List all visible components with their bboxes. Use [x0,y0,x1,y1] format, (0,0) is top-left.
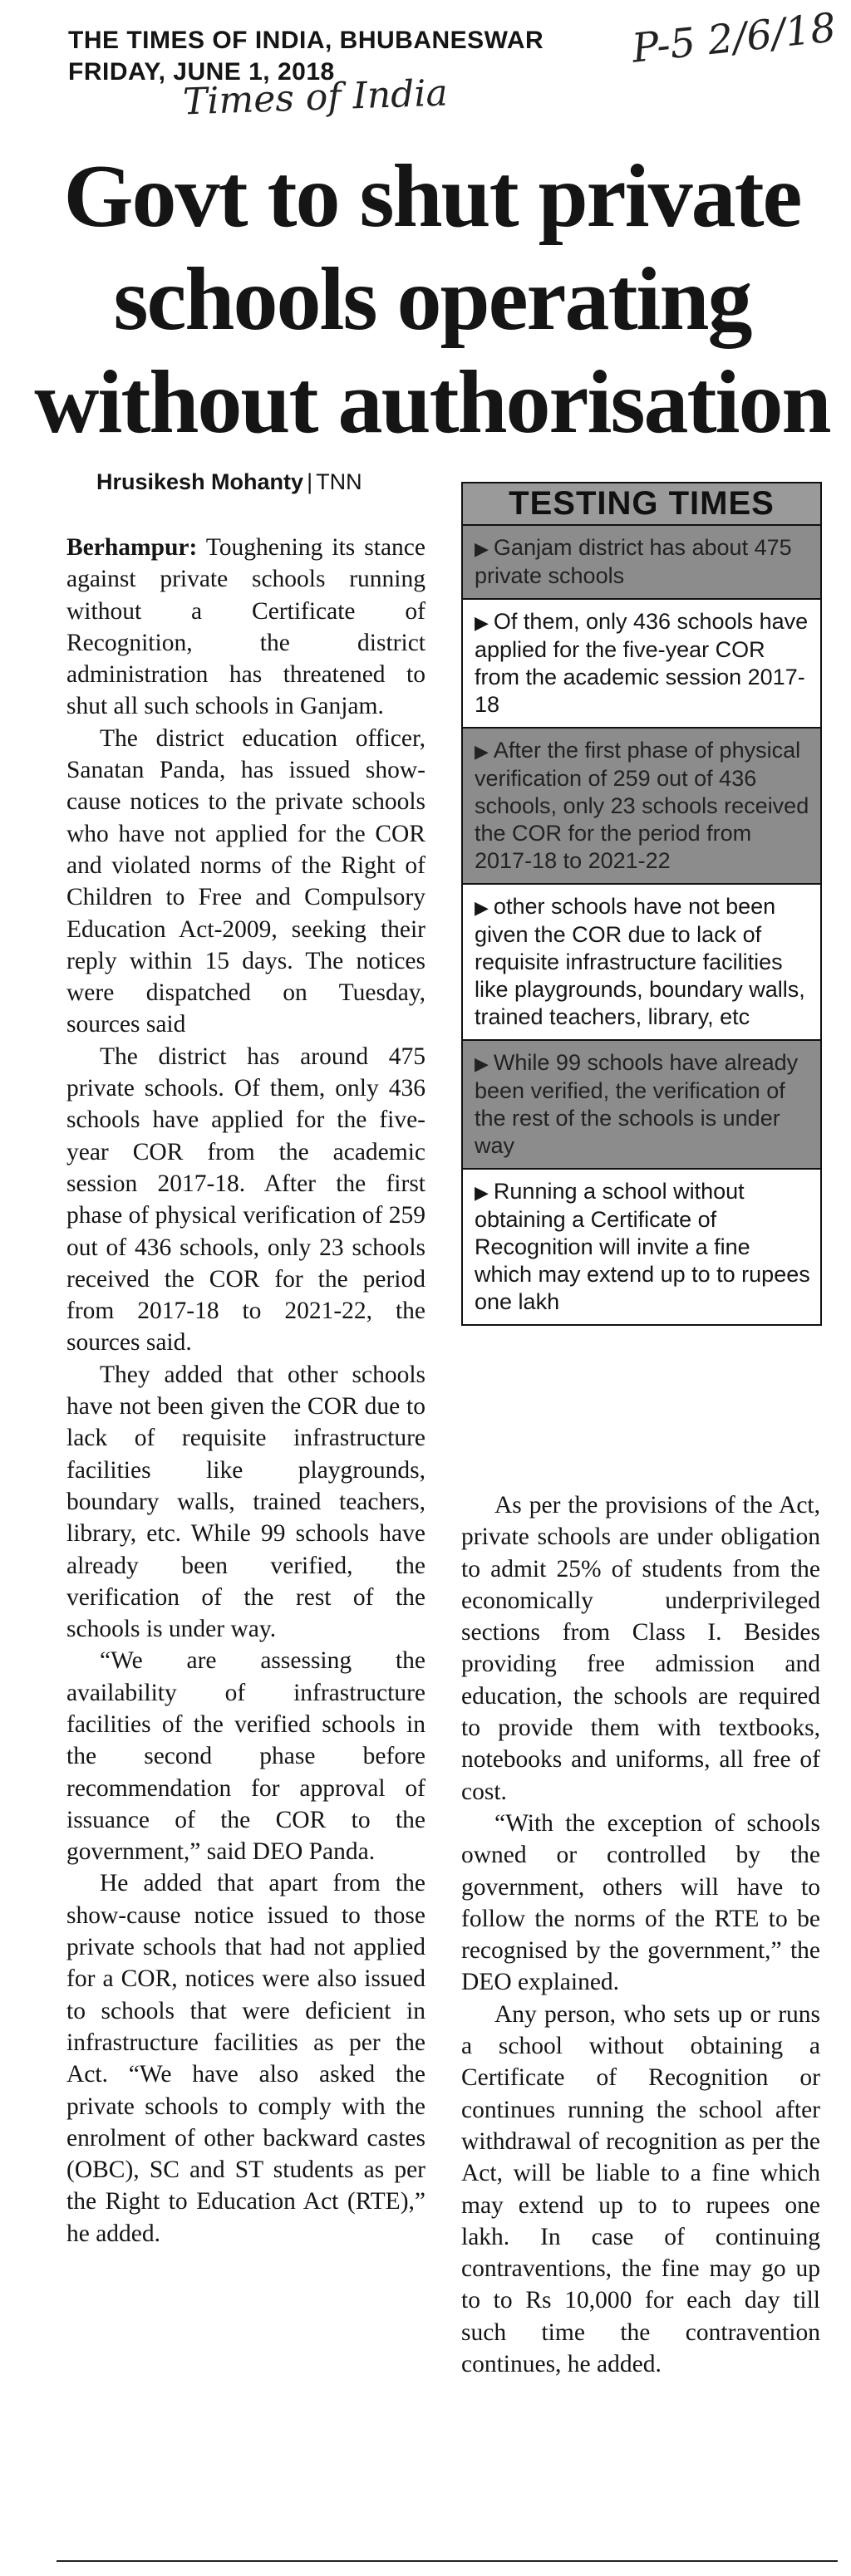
headline [33,145,831,454]
article-paragraph-1-text: Toughening its stance against private schools running without a Certificate of Recognition, the district administration has threatened to shut all such schools in Ganjam. [66,534,426,720]
triangle-bullet-icon: ▶ [475,1182,489,1203]
sidebar-item-text: While 99 schools have already been verified, the verification of the rest of the schools is under way [475,1050,799,1158]
byline-agency: TNN [316,469,362,494]
article-paragraph [66,532,426,723]
sidebar-item-text: Running a school without obtaining a Certificate of Recognition will invite a fine which may extend up to to rupees one lakh [475,1179,810,1314]
handwritten-source: Times of India [182,71,449,124]
headline-line-1: Govt to shut private [63,147,801,246]
article-paragraph-7: As per the provisions of the Act, private schools are under obligation to admit 25% of students from the economically underprivileged sections from Class I. Besides providing free admission and education, the schools are required to provide them with textbooks, notebooks and uniforms, all free of cost. [461,1492,820,1805]
triangle-bullet-icon: ▶ [475,1053,489,1074]
triangle-bullet-icon: ▶ [475,897,489,918]
article-paragraph-5: “We are assessing the availability of infrastructure facilities of the verified schools in the second phase before recommendation for approval of issuance of the COR to the government,” said DEO Panda. [66,1647,426,1866]
sidebar-item [463,600,820,729]
sidebar-item-text: Ganjam district has about 475 private schools [475,535,792,588]
article-paragraph-9: Any person, who sets up or runs a school without obtaining a Certificate of Recognition or continues running the school after withdrawal of recognition as per the Act, will be liable to a fine which may extend up to to rupees one lakh. In case of continuing contraventions, the fine may go up to to Rs 10,000 for each day till such time the contravention continues, he added. [461,2000,820,2378]
byline-author: Hrusikesh Mohanty [96,469,304,494]
bottom-divider [57,2560,838,2562]
sidebar-item [463,1041,820,1170]
article-paragraph-2: The district education officer, Sanatan Panda, has issued show-cause notices to the private schools who have not applied for the COR and violated norms of the Right of Children to Free and Compulsory Education Act-2009, seeking their reply within 15 days. The notices were dispatched on Tuesday, sources said [66,724,426,1038]
article-paragraph-6: He added that apart from the show-cause notice issued to those private schools that had not applied for a COR, notices were also issued to schools that were deficient in infrastructure facilities as per the Act. “We have also asked the private schools to comply with the enrolment of other backward castes (OBC), SC and ST students as per the Right to Education Act (RTE),” he added. [66,1870,426,2247]
article-paragraph-4: They added that other schools have not been given the COR due to lack of requisite infrastructure facilities like playgrounds, boundary walls, trained teachers, library, etc. While 99 schools have already been verified, the verification of the rest of the schools is under way. [66,1361,426,1643]
sidebar-item [463,885,820,1041]
sidebar-item-text: After the first phase of physical verification of 259 out of 436 schools, only 23 schools received the COR for the period from 2017-18 to 2021-22 [475,738,809,873]
sidebar-title: TESTING TIMES [463,483,820,526]
triangle-bullet-icon: ▶ [475,538,489,559]
article-dateline: Berhampur: [66,534,198,561]
sidebar-item [463,729,820,885]
masthead-date: FRIDAY, JUNE 1, 2018 [68,58,335,86]
sidebar-item-text: other schools have not been given the COR due to lack of requisite infrastructure facilities like playgrounds, boundary walls, trained teachers, library, etc [475,894,805,1029]
sidebar-item [463,526,820,600]
headline-line-2: schools operating [113,250,751,349]
masthead-paper-name: THE TIMES OF INDIA, BHUBANESWAR [68,27,544,54]
sidebar-item-text: Of them, only 436 schools have applied for the five-year COR from the academic session 2017-18 [475,609,809,717]
byline-separator: | [307,469,313,494]
triangle-bullet-icon: ▶ [475,612,489,633]
headline-line-3: without authorisation [34,353,830,452]
triangle-bullet-icon: ▶ [475,741,489,762]
byline [96,469,362,495]
article-column-1 [66,532,426,2250]
handwritten-page-date: P-5 2/6/18 [629,4,839,72]
article-paragraph-3: The district has around 475 private schools. Of them, only 436 schools have applied for the five-year COR from the academic session 2017-18. After the first phase of physical verification of 259 out of 436 schools, only 23 schools received the COR for the period from 2017-18 to 2021-22, the sources said. [66,1043,426,1357]
sidebar-item [463,1170,820,1324]
article-column-2 [461,1489,820,2380]
sidebar-box-testing-times [461,482,822,1326]
article-paragraph-8: “With the exception of schools owned or controlled by the government, others will have to follow the norms of the RTE to be recognised by the government,” the DEO explained. [461,1809,820,1996]
